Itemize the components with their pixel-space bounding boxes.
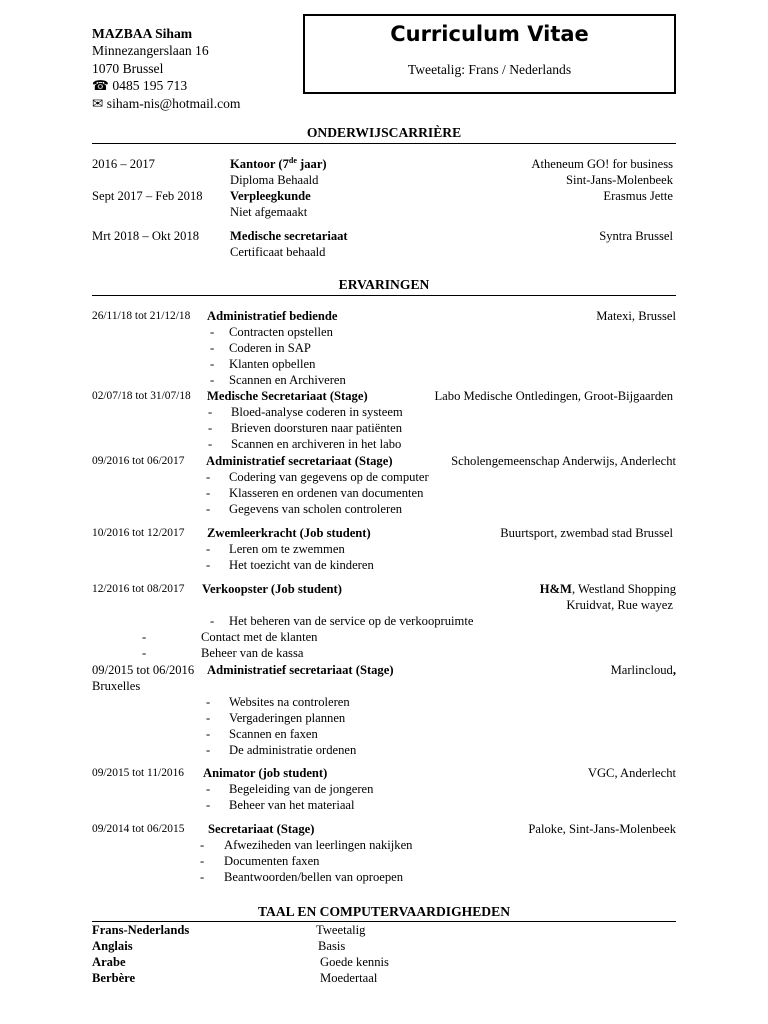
job-period: 09/2015 tot 11/2016: [92, 767, 184, 779]
job-task: Beheer van het materiaal: [229, 798, 355, 812]
task-bullet: -: [206, 502, 211, 516]
job-period: 09/2015 tot 06/2016: [92, 663, 195, 677]
job-task: Het toezicht van de kinderen: [229, 558, 374, 572]
language-level: Moedertaal: [320, 971, 378, 985]
task-bullet: -: [206, 558, 211, 572]
job-task: Klasseren en ordenen van documenten: [229, 486, 424, 500]
education-divider: [92, 143, 676, 144]
job-task: De administratie ordenen: [229, 743, 357, 757]
job-employer-secondary: Kruidvat, Rue wayez: [566, 598, 673, 612]
job-task: Leren om te zwemmen: [229, 542, 345, 556]
languages-heading: TAAL EN COMPUTERVAARDIGHEDEN: [257, 904, 511, 919]
language-name: Frans-Nederlands: [92, 923, 190, 937]
job-task: Scannen en Archiveren: [229, 373, 346, 387]
education-title: Kantoor (7de jaar): [230, 155, 327, 171]
job-task: Brieven doorsturen naar patiënten: [231, 421, 402, 435]
education-title: Medische secretariaat: [230, 229, 348, 243]
task-bullet: -: [142, 646, 147, 660]
email-icon: ✉: [92, 96, 104, 111]
education-school: Syntra Brussel: [599, 229, 673, 243]
task-bullet: -: [206, 727, 211, 741]
language-level: Tweetalig: [316, 923, 366, 937]
language-name: Berbère: [92, 971, 136, 985]
job-title: Administratief secretariaat (Stage): [207, 663, 394, 677]
cv-title-box: [303, 14, 676, 94]
experience-divider: [92, 295, 676, 296]
cv-title: Curriculum Vitae: [390, 22, 589, 46]
candidate-name: MAZBAA Siham: [92, 26, 193, 41]
job-task: Websites na controleren: [229, 695, 350, 709]
education-detail: Certificaat behaald: [230, 245, 326, 259]
job-task: Documenten faxen: [224, 854, 320, 868]
task-bullet: -: [206, 743, 211, 757]
job-task: Vergaderingen plannen: [229, 711, 346, 725]
job-period: 26/11/18 tot 21/12/18: [92, 310, 191, 322]
job-task: Scannen en archiveren in het labo: [231, 437, 402, 451]
education-school: Erasmus Jette: [603, 189, 673, 203]
email-address: siham-nis@hotmail.com: [106, 96, 241, 111]
job-task: Coderen in SAP: [229, 341, 311, 355]
task-bullet: -: [206, 470, 211, 484]
job-employer: Matexi, Brussel: [596, 309, 676, 323]
task-bullet: -: [210, 325, 215, 339]
task-bullet: -: [200, 854, 205, 868]
task-bullet: -: [210, 373, 215, 387]
job-title: Administratief secretariaat (Stage): [206, 454, 393, 468]
job-task: Het beheren van de service op de verkoopruimte: [229, 614, 474, 628]
job-employer: H&M, Westland Shopping: [539, 582, 676, 596]
job-employer: Marlincloud,: [610, 663, 676, 677]
task-bullet: -: [206, 542, 211, 556]
task-bullet: -: [206, 798, 211, 812]
job-task: Bloed-analyse coderen in systeem: [231, 405, 403, 419]
email-line: [92, 95, 241, 113]
job-task: Contact met de klanten: [201, 630, 318, 644]
task-bullet: -: [210, 357, 215, 371]
job-task: Beheer van de kassa: [201, 646, 304, 660]
education-school: Atheneum GO! for business: [531, 157, 673, 171]
job-employer: Paloke, Sint-Jans-Molenbeek: [528, 822, 676, 836]
task-bullet: -: [210, 341, 215, 355]
job-task: Scannen en faxen: [229, 727, 318, 741]
job-period: 10/2016 tot 12/2017: [92, 527, 185, 539]
cv-subtitle: Tweetalig: Frans / Nederlands: [407, 62, 572, 77]
job-period: 09/2016 tot 06/2017: [92, 455, 185, 467]
language-level: Goede kennis: [320, 955, 389, 969]
job-period: 02/07/18 tot 31/07/18: [92, 390, 191, 402]
task-bullet: -: [200, 838, 205, 852]
address-city: 1070 Brussel: [92, 61, 164, 76]
job-employer: Labo Medische Ontledingen, Groot-Bijgaarden: [434, 389, 673, 403]
job-employer-city: Bruxelles: [92, 679, 141, 693]
task-bullet: -: [200, 870, 205, 884]
task-bullet: -: [208, 421, 213, 435]
language-name: Anglais: [92, 939, 133, 953]
education-period: Sept 2017 – Feb 2018: [92, 189, 203, 203]
job-title: Medische Secretariaat (Stage): [207, 389, 368, 403]
job-task: Beantwoorden/bellen van oproepen: [224, 870, 404, 884]
education-heading: ONDERWIJSCARRIÈRE: [306, 125, 462, 140]
education-detail: Diploma Behaald: [230, 173, 319, 187]
job-period: 12/2016 tot 08/2017: [92, 583, 185, 595]
job-employer: VGC, Anderlecht: [587, 766, 676, 780]
job-title: Verkoopster (Job student): [202, 582, 342, 596]
task-bullet: -: [210, 614, 215, 628]
phone-icon: ☎: [92, 78, 109, 93]
education-detail: Niet afgemaakt: [230, 205, 308, 219]
experience-heading: ERVARINGEN: [338, 277, 430, 292]
job-employer: Buurtsport, zwembad stad Brussel: [500, 526, 673, 540]
job-task: Afweziheden van leerlingen nakijken: [224, 838, 413, 852]
task-bullet: -: [208, 437, 213, 451]
task-bullet: -: [206, 711, 211, 725]
education-title: Verpleegkunde: [230, 189, 311, 203]
job-task: Begeleiding van de jongeren: [229, 782, 374, 796]
task-bullet: -: [206, 486, 211, 500]
job-title: Animator (job student): [203, 766, 328, 780]
task-bullet: -: [142, 630, 147, 644]
task-bullet: -: [206, 695, 211, 709]
education-period: 2016 – 2017: [92, 157, 155, 171]
job-title: Zwemleerkracht (Job student): [207, 526, 371, 540]
address-street: Minnezangerslaan 16: [92, 43, 209, 58]
task-bullet: -: [206, 782, 211, 796]
language-level: Basis: [318, 939, 346, 953]
education-location: Sint-Jans-Molenbeek: [565, 173, 673, 187]
phone-number: 0485 195 713: [112, 78, 188, 93]
job-task: Contracten opstellen: [229, 325, 333, 339]
language-name: Arabe: [92, 955, 126, 969]
job-period: 09/2014 tot 06/2015: [92, 823, 185, 835]
job-employer: Scholengemeenschap Anderwijs, Anderlecht: [451, 454, 676, 468]
job-task: Klanten opbellen: [229, 357, 316, 371]
job-task: Codering van gegevens op de computer: [229, 470, 429, 484]
job-task: Gegevens van scholen controleren: [229, 502, 403, 516]
task-bullet: -: [208, 405, 213, 419]
job-title: Administratief bediende: [207, 309, 338, 323]
job-title: Secretariaat (Stage): [208, 822, 315, 836]
phone-line: [92, 77, 187, 95]
education-period: Mrt 2018 – Okt 2018: [92, 229, 200, 243]
